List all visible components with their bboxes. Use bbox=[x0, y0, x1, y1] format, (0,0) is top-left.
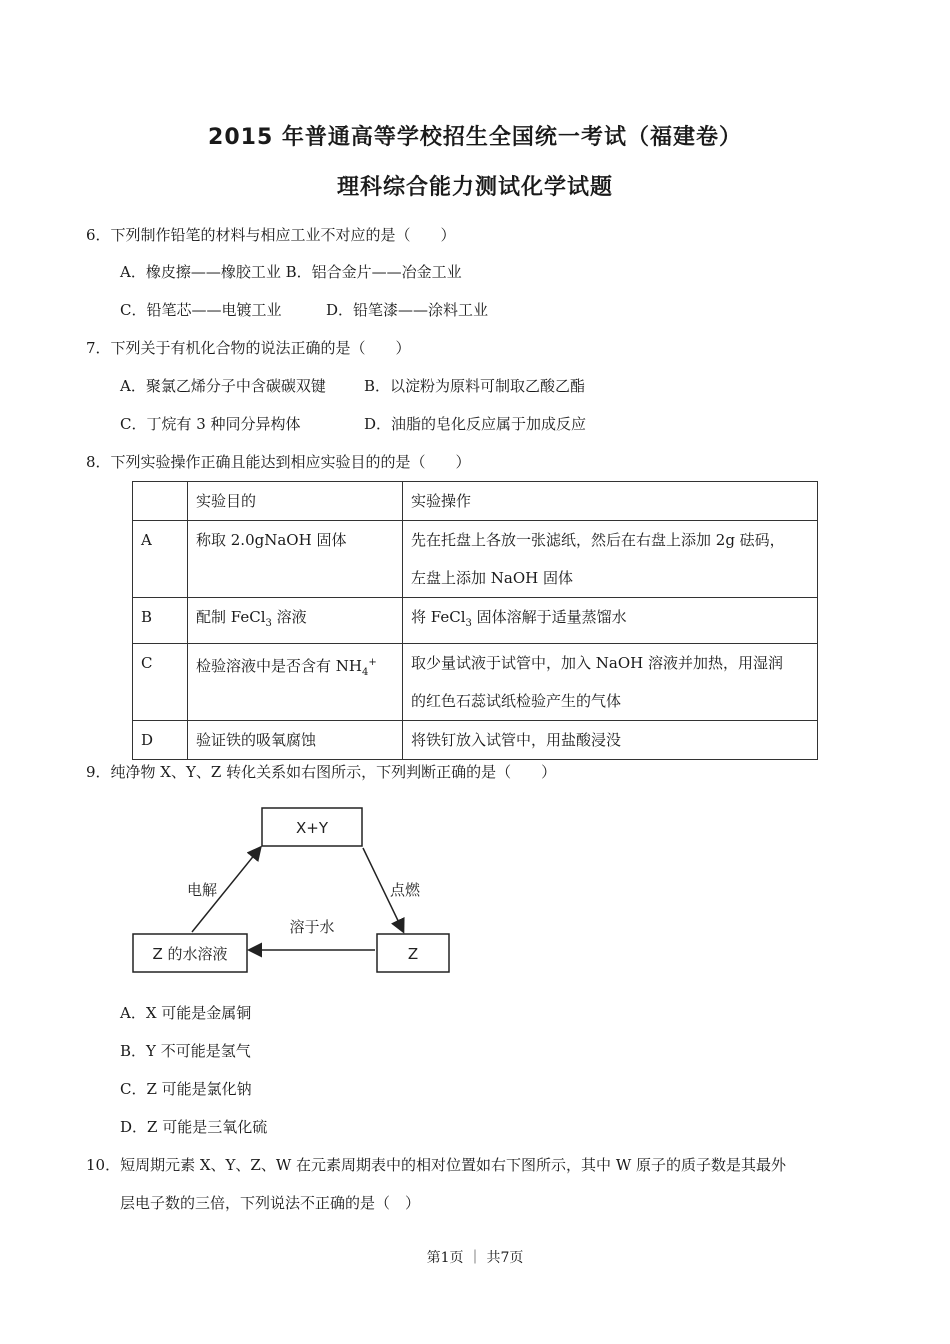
row-purpose bbox=[188, 644, 403, 721]
q9-stem: 9．纯净物 X、Y、Z 转化关系如右图所示，下列判断正确的是（ ） bbox=[86, 763, 557, 781]
q6-option-d: D．铅笔漆——涂料工业 bbox=[326, 301, 489, 319]
q7-option-b: B．以淀粉为原料可制取乙酸乙酯 bbox=[364, 377, 586, 395]
subscript: 4 bbox=[361, 667, 369, 678]
row-label: C bbox=[133, 644, 188, 721]
exam-title: 2015 年普通高等学校招生全国统一考试（福建卷） bbox=[208, 125, 742, 150]
q7-option-d: D．油脂的皂化反应属于加成反应 bbox=[364, 415, 587, 433]
purpose-text: 配制 FeCl bbox=[196, 608, 266, 626]
subscript: 3 bbox=[265, 618, 272, 629]
row-purpose bbox=[188, 598, 403, 644]
q9-option-d: D．Z 可能是三氧化硫 bbox=[120, 1118, 268, 1136]
q6-option-c: C．铅笔芯——电镀工业 bbox=[120, 301, 282, 319]
table-header-cell: 实验目的 bbox=[188, 482, 403, 521]
q6-options-ab: A．橡皮擦——橡胶工业 B．铝合金片——冶金工业 bbox=[120, 263, 462, 281]
row-label: B bbox=[133, 598, 188, 644]
table-header-row bbox=[133, 482, 818, 521]
edge-label-ignite: 点燃 bbox=[389, 881, 421, 899]
table-row bbox=[133, 644, 818, 721]
q7-option-a: A．聚氯乙烯分子中含碳碳双键 bbox=[120, 377, 326, 395]
row-purpose: 验证铁的吸氧腐蚀 bbox=[188, 721, 403, 760]
table-row bbox=[133, 721, 818, 760]
q7-stem: 7．下列关于有机化合物的说法正确的是（ ） bbox=[86, 339, 411, 357]
edge-label-dissolve: 溶于水 bbox=[289, 918, 335, 936]
right-box-label: Z bbox=[407, 945, 419, 963]
operation-line: 的红色石蕊试纸检验产生的气体 bbox=[411, 692, 622, 710]
q7-option-c: C．丁烷有 3 种同分异构体 bbox=[120, 415, 301, 433]
q6-stem: 6．下列制作铅笔的材料与相应工业不对应的是（ ） bbox=[86, 226, 456, 244]
q9-option-a: A．X 可能是金属铜 bbox=[120, 1004, 252, 1022]
row-operation: 将铁钉放入试管中，用盐酸浸没 bbox=[403, 721, 818, 760]
purpose-text: 溶液 bbox=[271, 608, 307, 626]
q8-stem: 8．下列实验操作正确且能达到相应实验目的的是（ ） bbox=[86, 453, 471, 471]
table-header-cell: 实验操作 bbox=[403, 482, 818, 521]
top-box-label: X+Y bbox=[295, 819, 329, 837]
table-row bbox=[133, 521, 818, 598]
conversion-diagram bbox=[120, 800, 470, 985]
page-footer: 第1页 ｜ 共7页 bbox=[426, 1250, 524, 1266]
row-label: A bbox=[133, 521, 188, 598]
q10-stem-continued: 层电子数的三倍，下列说法不正确的是（ ） bbox=[120, 1194, 421, 1212]
q10-stem: 10．短周期元素 X、Y、Z、W 在元素周期表中的相对位置如右下图所示，其中 W 原子的质子数是其最外 bbox=[86, 1156, 787, 1174]
q9-option-b: B．Y 不可能是氢气 bbox=[120, 1042, 251, 1060]
row-purpose: 称取 2.0gNaOH 固体 bbox=[188, 521, 403, 598]
operation-text: 固体溶解于适量蒸馏水 bbox=[471, 608, 627, 626]
row-label: D bbox=[133, 721, 188, 760]
operation-text: 将 FeCl bbox=[411, 608, 466, 626]
operation-line: 左盘上添加 NaOH 固体 bbox=[411, 569, 573, 587]
left-box-label: Z 的水溶液 bbox=[152, 945, 228, 963]
q9-option-c: C．Z 可能是氯化钠 bbox=[120, 1080, 252, 1098]
edge-label-electrolysis: 电解 bbox=[186, 881, 218, 899]
exam-subtitle: 理科综合能力测试化学试题 bbox=[336, 175, 613, 200]
purpose-text: 检验溶液中是否含有 NH bbox=[196, 657, 362, 675]
row-operation bbox=[403, 644, 818, 721]
experiment-table bbox=[132, 481, 818, 760]
table-row bbox=[133, 598, 818, 644]
operation-line: 取少量试液于试管中，加入 NaOH 溶液并加热，用湿润 bbox=[411, 654, 783, 672]
row-operation bbox=[403, 598, 818, 644]
operation-line: 先在托盘上各放一张滤纸，然后在右盘上添加 2g 砝码， bbox=[411, 531, 785, 549]
subscript: 3 bbox=[465, 618, 472, 629]
table-header-cell bbox=[133, 482, 188, 521]
superscript: + bbox=[368, 657, 377, 668]
row-operation bbox=[403, 521, 818, 598]
